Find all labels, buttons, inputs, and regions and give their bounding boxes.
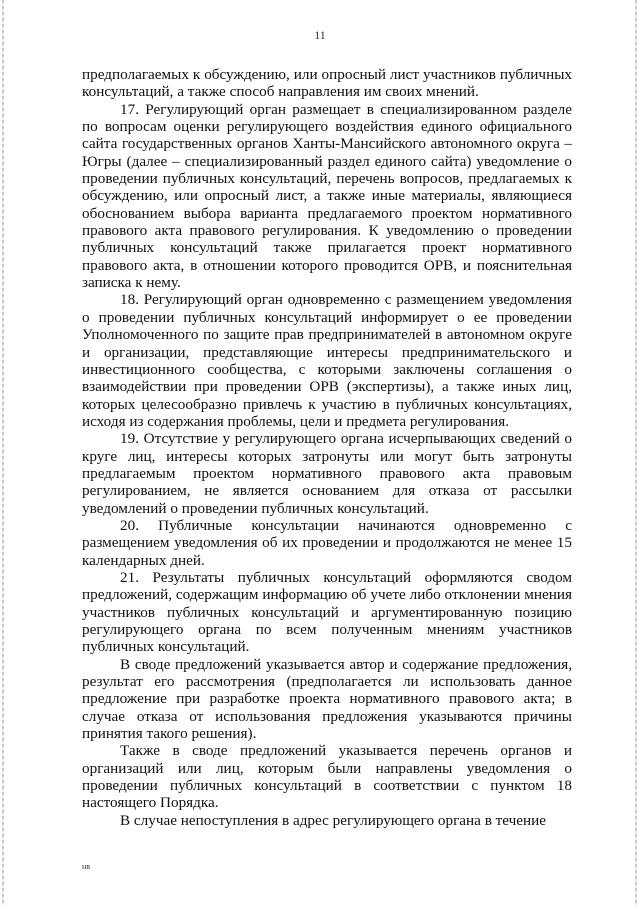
paragraph-18: 18. Регулирующий орган одновременно с размещением уведомления о проведении публичных консультаций информирует о ее проведении Уполномоченного по защите прав предпринимателей в автономном округе и организации, представляющие интересы предпринимательского и инвестиционного сообщества, с которыми заключены соглашения о взаимодействии при проведении ОРВ (экспертизы), а также иных лиц, которых целесообразно привлечь к участию в публичных консультациях, исходя из содержания проблемы, цели и предмета регулирования. (82, 291, 572, 430)
paragraph-21-part-2: В своде предложений указывается автор и содержание предложения, результат его рассмотрения (предполагается ли использовать данное предложение при разработке проекта нормативного правового акта; в случае отказа от использования предложения указываются причины принятия такого решения). (82, 655, 572, 743)
footer-code: нв (82, 862, 91, 871)
paragraph-21: 21. Результаты публичных консультаций оформляются сводом предложений, содержащим информацию об учете либо отклонении мнения участников публичных консультаций и аргументированную позицию регулирующего органа по всем полученным мнениям участников публичных консультаций. (82, 568, 572, 656)
paragraph-17: 17. Регулирующий орган размещает в специализированном разделе по вопросам оценки регулирующего воздействия единого официального сайта государственных органов Ханты-Мансийского автономного округа – Югры (далее – специализированный раздел единого сайта) уведомление о проведении публичных консультаций, перечень вопросов, предлагаемых к обсуждению, или опросный лист, а также иные материалы, являющиеся обоснованием выбора варианта предлагаемого проектом нормативного правового акта правового регулирования. К уведомлению о проведении публичных консультаций также прилагается проект нормативного правового акта, в отношении которого проводится ОРВ, и пояснительная записка к нему. (82, 100, 572, 292)
page-number: 11 (314, 28, 326, 42)
paragraph-continuation: предполагаемых к обсуждению, или опросный лист участников публичных консультаций, а также способ направления им своих мнений. (82, 66, 572, 101)
scan-edge-left (2, 0, 4, 905)
scan-edge-right (635, 0, 637, 905)
paragraph-21-part-4: В случае непоступления в адрес регулирующего органа в течение (120, 811, 547, 829)
paragraph-20: 20. Публичные консультации начинаются одновременно с размещением уведомления об их проведении и продолжаются не менее 15 календарных дней. (82, 516, 572, 569)
paragraph-19: 19. Отсутствие у регулирующего органа исчерпывающих сведений о круге лиц, интересы которых затронуты или могут быть затронуты предлагаемым проектом нормативного правового акта правовым регулированием, не является основанием для отказа от рассылки уведомлений о проведении публичных консультаций. (82, 430, 572, 517)
paragraph-21-part-3: Также в своде предложений указывается перечень органов и организаций или лиц, которым были направлены уведомления о проведении публичных консультаций в соответствии с пунктом 18 настоящего Порядка. (82, 742, 572, 812)
document-body (82, 66, 572, 829)
